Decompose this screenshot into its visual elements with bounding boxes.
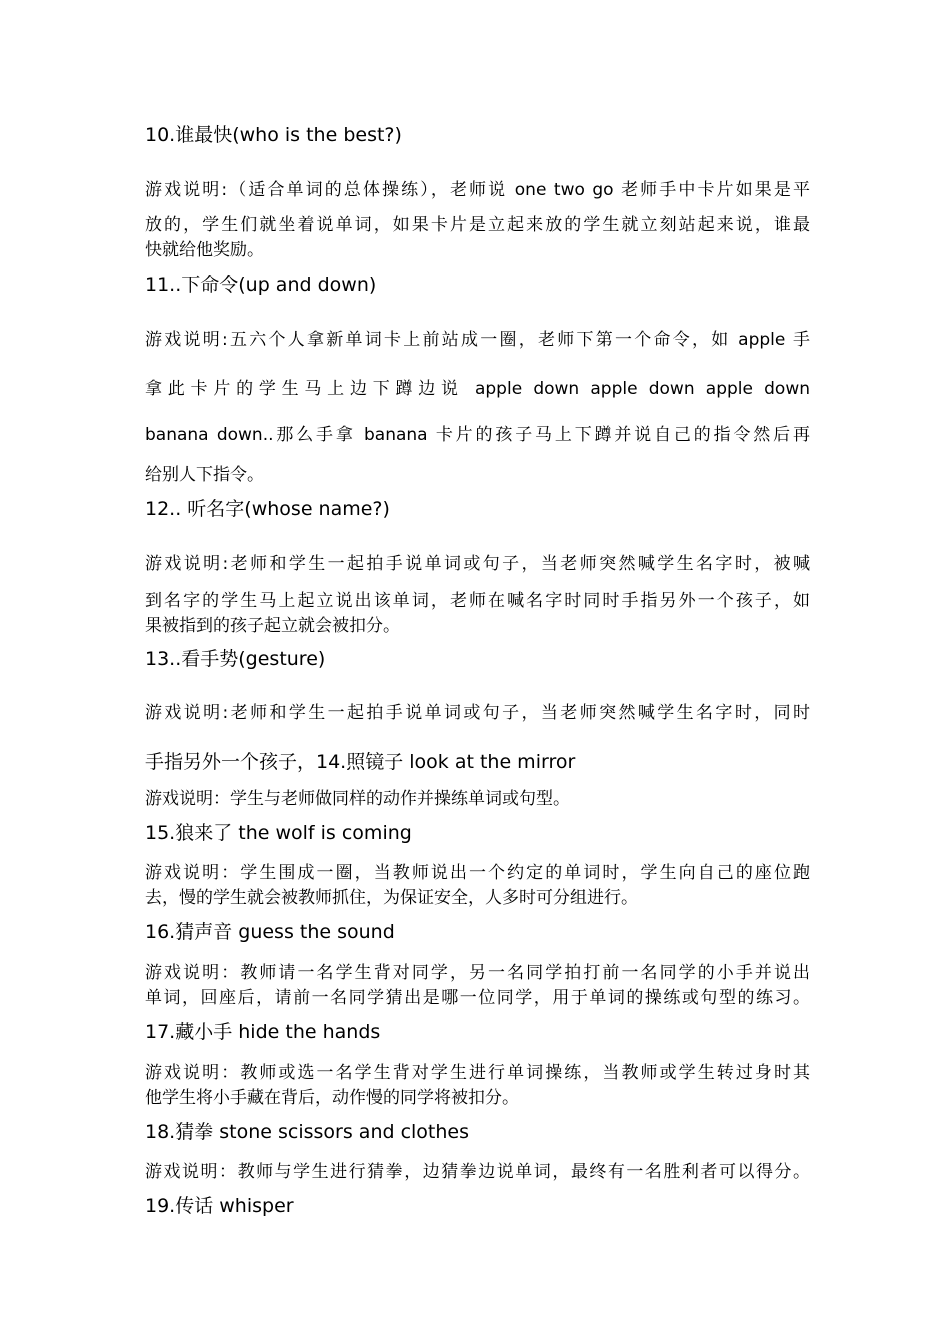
paragraph-line: 拿此卡片的学生马上边下蹲边说 apple down apple down apple down	[145, 379, 810, 399]
paragraph-line: 给别人下指令。	[145, 465, 264, 485]
paragraph-line: 游戏说明：学生围成一圈，当教师说出一个约定的单词时，学生向自己的座位跑	[145, 863, 810, 883]
paragraph-line: banana down..那么手拿 banana 卡片的孩子马上下蹲并说自己的指令然后再	[145, 425, 810, 445]
paragraph-line: 游戏说明:老师和学生一起拍手说单词或句子，当老师突然喊学生名字时，被喊	[145, 554, 810, 574]
paragraph-line: 游戏说明:五六个人拿新单词卡上前站成一圈，老师下第一个命令，如 apple 手	[145, 330, 810, 350]
section-heading-11: 11..下命令(up and down)	[145, 274, 377, 296]
section-heading-12: 12.. 听名字(whose name?)	[145, 498, 390, 520]
section-heading-10: 10.谁最快(who is the best?)	[145, 124, 402, 146]
paragraph-line: 快就给他奖励。	[145, 240, 264, 260]
paragraph-line: 游戏说明：学生与老师做同样的动作并操练单词或句型。	[145, 789, 570, 809]
section-heading-17: 17.藏小手 hide the hands	[145, 1021, 381, 1043]
paragraph-line: 游戏说明:老师和学生一起拍手说单词或句子，当老师突然喊学生名字时，同时	[145, 703, 810, 723]
section-heading-18: 18.猜拳 stone scissors and clothes	[145, 1121, 470, 1143]
paragraph-line: 去，慢的学生就会被教师抓住，为保证安全，人多时可分组进行。	[145, 888, 638, 908]
paragraph-line: 游戏说明：教师与学生进行猜拳，边猜拳边说单词，最终有一名胜利者可以得分。	[145, 1162, 810, 1182]
paragraph-line: 到名字的学生马上起立说出该单词，老师在喊名字时同时手指另外一个孩子，如	[145, 591, 810, 611]
paragraph-line: 游戏说明：教师或选一名学生背对学生进行单词操练，当教师或学生转过身时其	[145, 1063, 810, 1083]
section-heading-14: 手指另外一个孩子，14.照镜子 look at the mirror	[145, 751, 576, 773]
paragraph-line: 单词，回座后，请前一名同学猜出是哪一位同学，用于单词的操练或句型的练习。	[145, 988, 810, 1008]
paragraph-line: 游戏说明:（适合单词的总体操练），老师说 one two go 老师手中卡片如果是平	[145, 180, 810, 200]
section-heading-19: 19.传话 whisper	[145, 1195, 294, 1217]
paragraph-line: 果被指到的孩子起立就会被扣分。	[145, 616, 400, 636]
paragraph-line: 放的，学生们就坐着说单词，如果卡片是立起来放的学生就立刻站起来说，谁最	[145, 215, 810, 235]
section-heading-16: 16.猜声音 guess the sound	[145, 921, 395, 943]
paragraph-line: 游戏说明：教师请一名学生背对同学，另一名同学拍打前一名同学的小手并说出	[145, 963, 810, 983]
section-heading-15: 15.狼来了 the wolf is coming	[145, 822, 412, 844]
paragraph-line: 他学生将小手藏在背后，动作慢的同学将被扣分。	[145, 1088, 519, 1108]
section-heading-13: 13..看手势(gesture)	[145, 648, 326, 670]
